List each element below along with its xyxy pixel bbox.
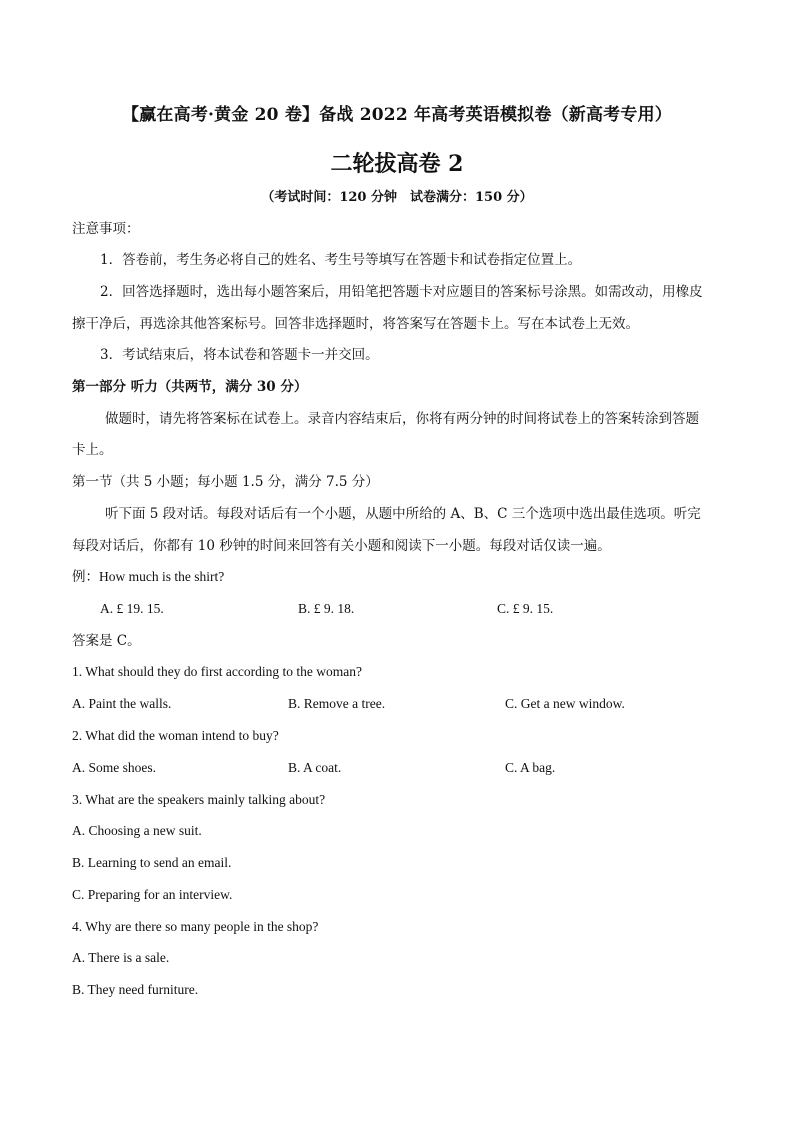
q1-option-a: A. Paint the walls.: [72, 696, 172, 711]
example-option-b: B. £ 9. 18.: [298, 601, 355, 616]
question-3: 3. What are the speakers mainly talking about?: [72, 792, 326, 807]
note-item-2: 2．回答选择题时，选出每小题答案后，用铅笔把答题卡对应题目的答案标号涂黑。如需改动，用橡皮: [100, 284, 703, 300]
section1-instruction-2: 每段对话后，你都有 10 秒钟的时间来回答有关小题和阅读下一小题。每段对话仅读一遍。: [72, 538, 611, 554]
q3-option-a: A. Choosing a new suit.: [72, 823, 202, 838]
q2-option-c: C. A bag.: [505, 760, 556, 775]
q3-option-c: C. Preparing for an interview.: [72, 887, 233, 902]
example-option-c: C. £ 9. 15.: [497, 601, 554, 616]
q2-option-b: B. A coat.: [288, 760, 342, 775]
document-title: 【赢在高考·黄金 20 卷】备战 2022 年高考英语模拟卷（新高考专用）: [122, 105, 672, 125]
example-question: 例：How much is the shirt?: [72, 569, 225, 584]
note-item-2-cont: 擦干净后，再选涂其他答案标号。回答非选择题时，将答案写在答题卡上。写在本试卷上无效。: [72, 316, 639, 332]
q1-option-c: C. Get a new window.: [505, 696, 625, 711]
part1-heading: 第一部分 听力（共两节，满分 30 分）: [72, 379, 308, 395]
section1-instruction-1: 听下面 5 段对话。每段对话后有一个小题，从题中所给的 A、B、C 三个选项中选出最佳选项。听完: [105, 506, 701, 522]
q4-option-b: B. They need furniture.: [72, 982, 199, 997]
q4-option-a: A. There is a sale.: [72, 950, 170, 965]
example-option-a: A. £ 19. 15.: [100, 601, 164, 616]
question-4: 4. Why are there so many people in the shop?: [72, 919, 319, 934]
example-answer: 答案是 C。: [72, 633, 141, 649]
exam-info: （考试时间：120 分钟 试卷满分：150 分）: [261, 190, 533, 205]
document-subtitle: 二轮拔高卷 2: [330, 151, 464, 177]
q1-option-b: B. Remove a tree.: [288, 696, 386, 711]
q3-option-b: B. Learning to send an email.: [72, 855, 232, 870]
section1-heading: 第一节（共 5 小题；每小题 1.5 分，满分 7.5 分）: [72, 474, 379, 490]
q2-option-a: A. Some shoes.: [72, 760, 156, 775]
part1-instruction-1: 做题时，请先将答案标在试卷上。录音内容结束后，你将有两分钟的时间将试卷上的答案转涂到答题: [105, 411, 699, 427]
note-item-3: 3．考试结束后，将本试卷和答题卡一并交回。: [100, 347, 379, 363]
part1-instruction-2: 卡上。: [72, 442, 113, 458]
question-2: 2. What did the woman intend to buy?: [72, 728, 279, 743]
question-1: 1. What should they do first according to the woman?: [72, 664, 362, 679]
notes-heading: 注意事项：: [72, 221, 140, 237]
note-item-1: 1．答卷前，考生务必将自己的姓名、考生号等填写在答题卡和试卷指定位置上。: [100, 252, 582, 268]
